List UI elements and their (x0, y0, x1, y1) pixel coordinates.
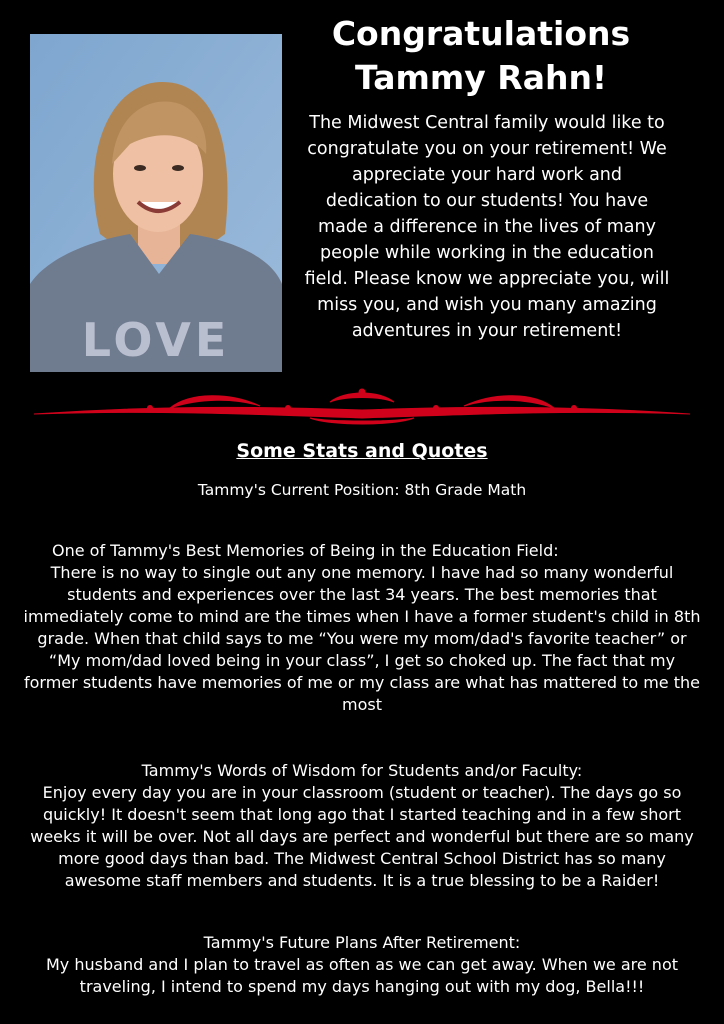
current-position: Tammy's Current Position: 8th Grade Math (197, 481, 527, 499)
wisdom-section (22, 760, 702, 892)
ornamental-divider (30, 388, 694, 428)
plans-section (22, 932, 702, 998)
wisdom-label: Tammy's Words of Wisdom for Students and/or Faculty: (141, 761, 583, 780)
memory-section (22, 540, 702, 716)
stats-heading: Some Stats and Quotes (236, 440, 488, 462)
plans-text: My husband and I plan to travel as often as we can get away. When we are not traveling, I intend to spend my days hanging out with my dog, Bella!!! (46, 955, 678, 996)
memory-label: One of Tammy's Best Memories of Being in the Education Field: (52, 541, 559, 560)
plans-label: Tammy's Future Plans After Retirement: (203, 933, 521, 952)
memory-text: There is no way to single out any one memory. I have had so many wonderful students and experiences over the last 34 years. The best memories that immediately come to mind are the times when I have a former student's child in 8th grade. When that child says to me “You were my mom/dad's favorite teacher” or “My mom/dad loved being in your class”, I get so choked up. The fact that my former students have memories of me or my class are what has mattered to me the most (23, 563, 701, 714)
shirt-print: LOVE (81, 313, 231, 367)
page-title: Congratulations Tammy Rahn! (331, 14, 631, 97)
portrait-photo (30, 34, 282, 372)
intro-text: The Midwest Central family would like to congratulate you on your retirement! We appreciate your hard work and dedication to our students! You have made a difference in the lives of many people while working in the education field. Please know we appreciate you, will miss you, and wish you many amazing adventures in your retirement! (304, 113, 670, 341)
wisdom-text: Enjoy every day you are in your classroom (student or teacher). The days go so quickly! It doesn't seem that long ago that I started teaching and in a few short weeks it will be over. Not all days are perfect and wonderful but there are so many more good days than bad. The Midwest Central School District has so many awesome staff members and students. It is a true blessing to be a Raider! (30, 783, 694, 890)
portrait-illustration (30, 34, 282, 372)
